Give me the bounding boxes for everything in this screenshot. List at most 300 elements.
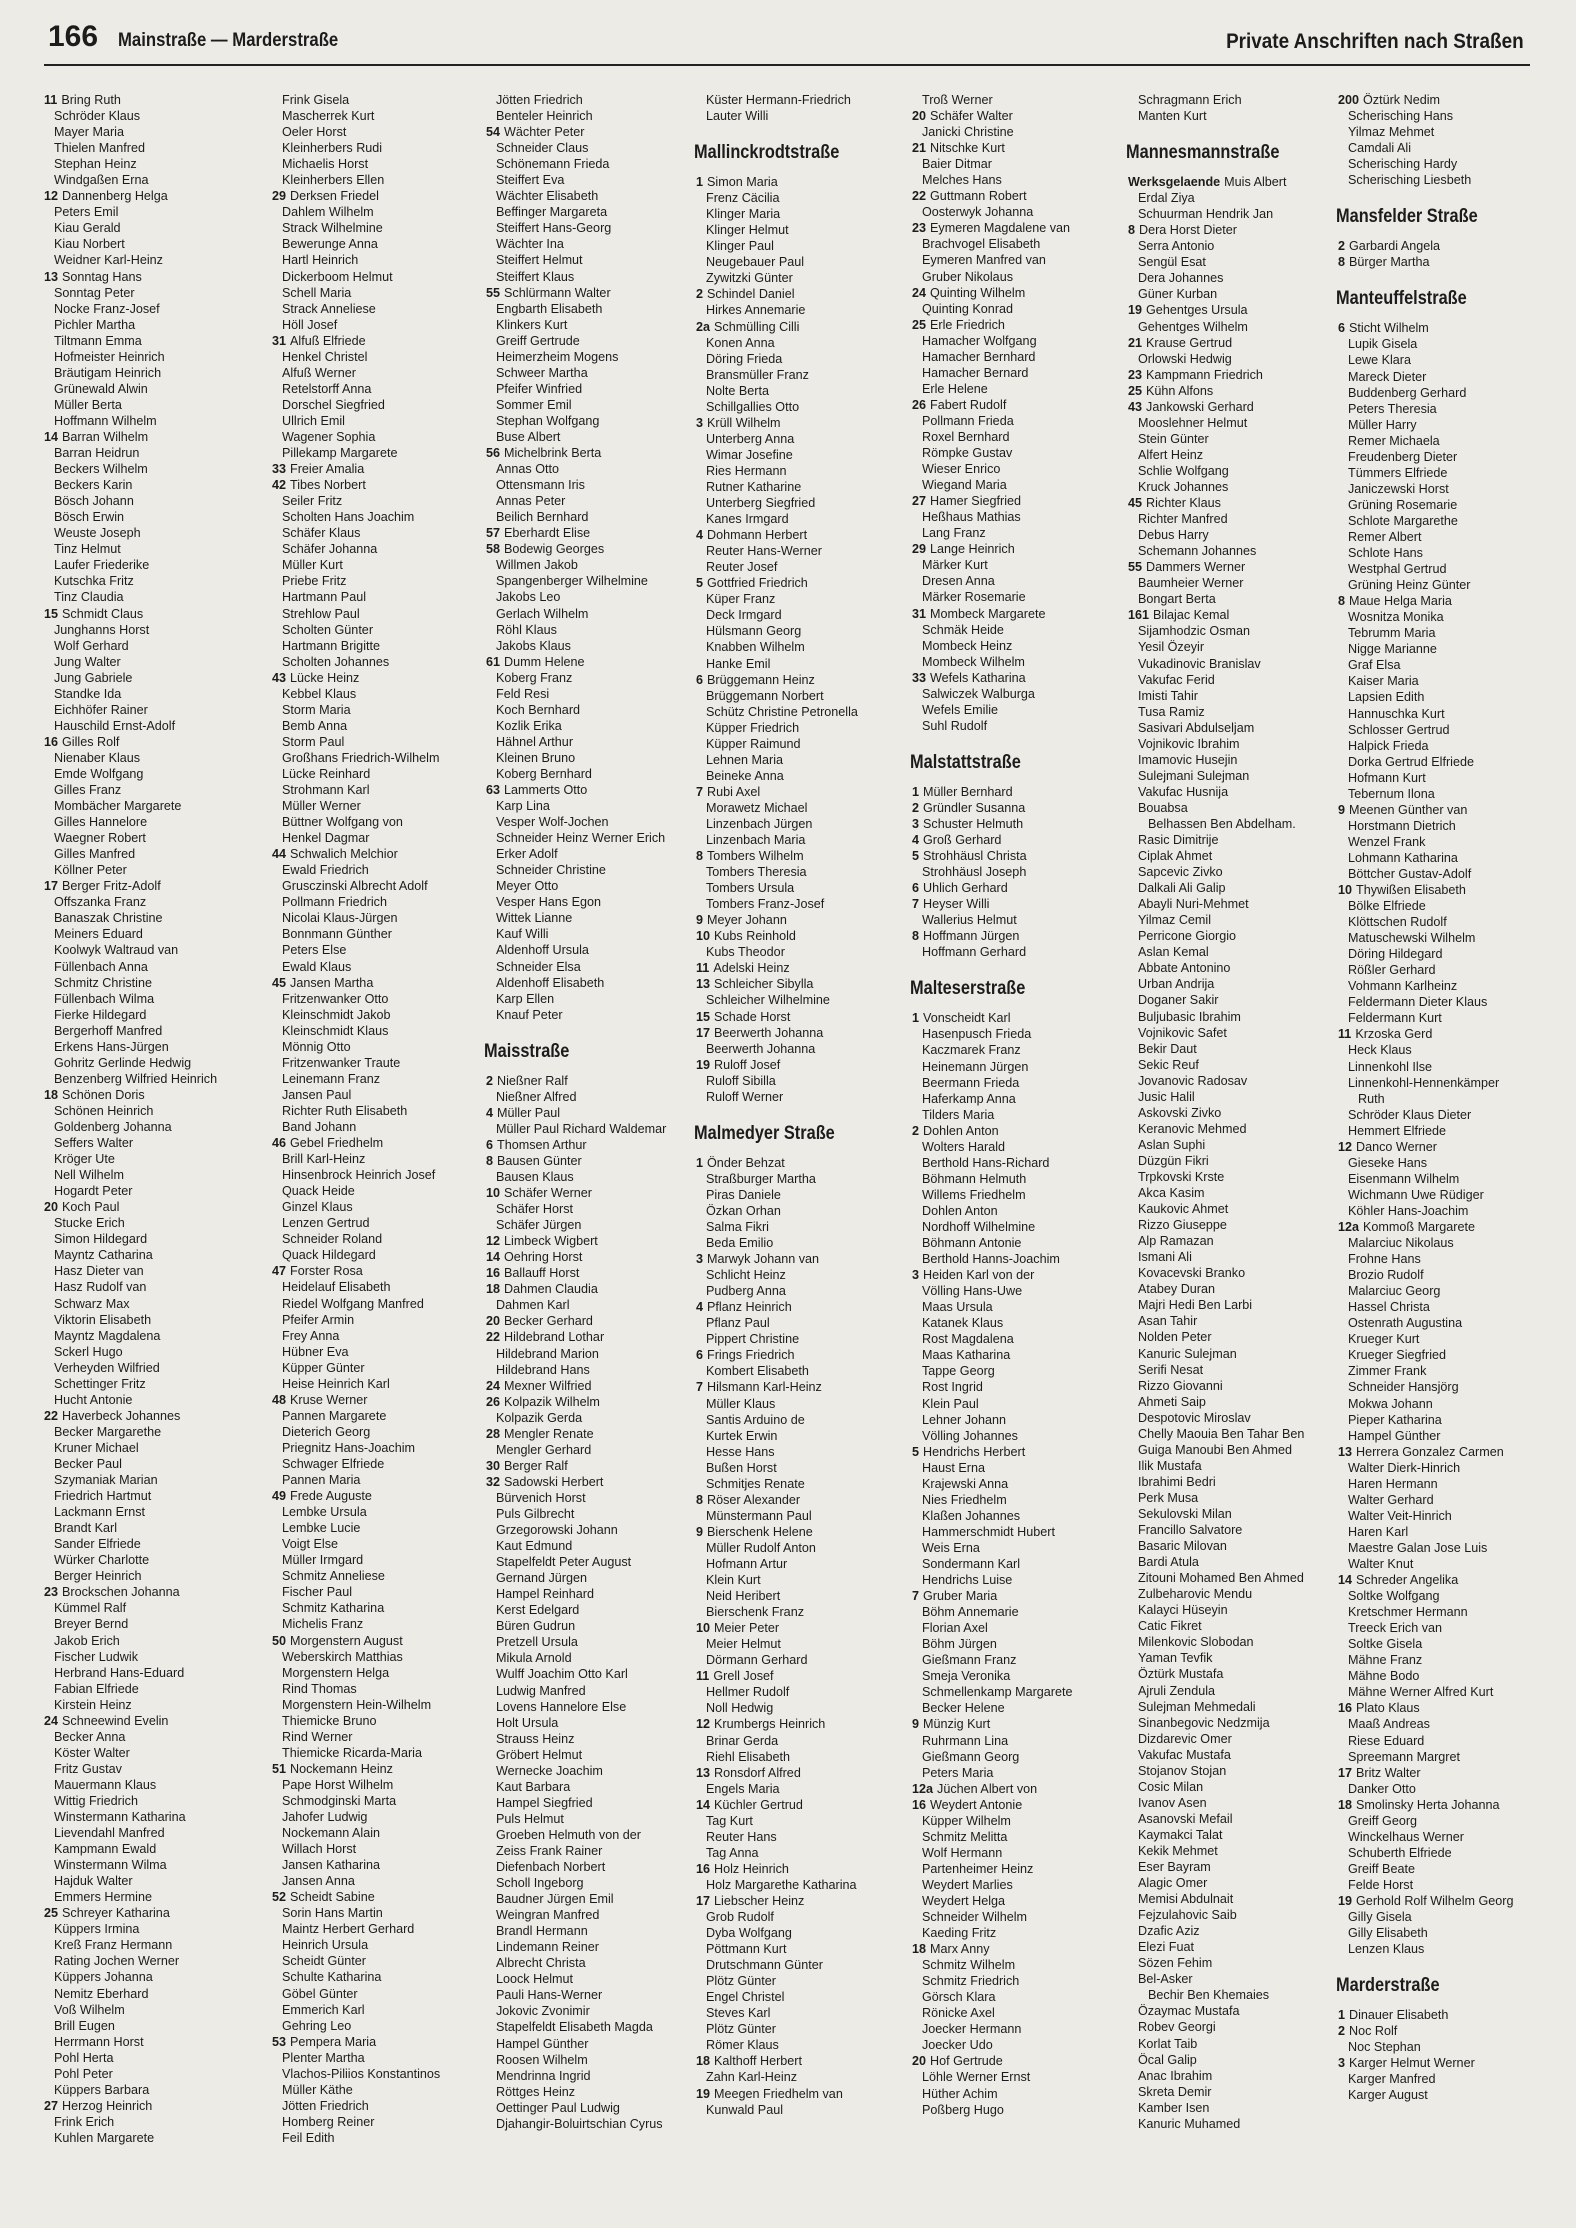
resident-entry xyxy=(486,1827,691,1843)
resident-name: Märker Rosemarie xyxy=(922,590,1026,605)
resident-entry xyxy=(272,236,477,252)
resident-entry xyxy=(696,2102,901,2118)
resident-entry xyxy=(486,2100,691,2116)
resident-entry xyxy=(1128,2036,1333,2052)
resident-entry xyxy=(1128,238,1333,254)
resident-entry xyxy=(272,1841,477,1857)
resident-name: Akca Kasim xyxy=(1138,1186,1205,1201)
resident-entry xyxy=(44,1247,249,1263)
resident-entry xyxy=(272,1633,477,1649)
resident-entry xyxy=(272,1889,477,1905)
resident-entry xyxy=(912,252,1117,268)
resident-name: Tusa Ramiz xyxy=(1138,704,1205,719)
resident-entry xyxy=(272,269,477,285)
resident-entry xyxy=(272,718,477,734)
resident-name: Küper Franz xyxy=(706,592,776,607)
resident-name: Reuter Hans xyxy=(706,1829,777,1844)
resident-entry xyxy=(912,1556,1117,1572)
resident-entry xyxy=(272,285,477,301)
resident-name: Beffinger Margareta xyxy=(496,205,608,220)
resident-entry xyxy=(1128,896,1333,912)
resident-entry xyxy=(912,1620,1117,1636)
resident-name: Knabben Wilhelm xyxy=(706,640,805,655)
resident-entry xyxy=(912,1139,1117,1155)
resident-entry xyxy=(1338,593,1543,609)
resident-name: Beermann Frieda xyxy=(922,1075,1020,1090)
resident-name: Steiffert Helmut xyxy=(496,253,583,268)
house-number: 14 xyxy=(486,1250,501,1265)
resident-name: Hasenpusch Frieda xyxy=(922,1027,1032,1042)
resident-entry xyxy=(44,1713,249,1729)
resident-name: Sadowski Herbert xyxy=(504,1474,604,1489)
resident-name: Lembke Ursula xyxy=(282,1505,367,1520)
resident-entry xyxy=(1128,1843,1333,1859)
resident-name: Salwiczek Walburga xyxy=(922,686,1035,701)
resident-name: Quinting Konrad xyxy=(922,301,1014,316)
resident-name: Dahmen Karl xyxy=(496,1298,570,1313)
resident-entry xyxy=(44,493,249,509)
resident-name: Meier Helmut xyxy=(706,1637,781,1652)
resident-entry xyxy=(1128,1281,1333,1297)
resident-entry xyxy=(1338,722,1543,738)
resident-name: Storm Paul xyxy=(282,734,345,749)
resident-entry xyxy=(272,830,477,846)
resident-entry xyxy=(1338,1187,1543,1203)
resident-entry xyxy=(696,1893,901,1909)
resident-entry xyxy=(272,525,477,541)
resident-entry xyxy=(272,2034,477,2050)
resident-entry xyxy=(1338,673,1543,689)
resident-entry xyxy=(44,654,249,670)
resident-entry xyxy=(272,975,477,991)
resident-name: Schneider Wilhelm xyxy=(922,1910,1027,1925)
resident-entry xyxy=(1338,449,1543,465)
resident-name: Plenter Martha xyxy=(282,2050,365,2065)
resident-name: Mareck Dieter xyxy=(1348,369,1427,384)
resident-entry xyxy=(912,670,1117,686)
resident-name: Grusczinski Albrecht Adolf xyxy=(282,879,428,894)
resident-name: Müller Paul xyxy=(497,1105,561,1120)
resident-name: Engbarth Elisabeth xyxy=(496,301,603,316)
resident-entry xyxy=(1128,1747,1333,1763)
resident-entry xyxy=(44,1745,249,1761)
resident-name: Rasic Dimitrije xyxy=(1138,833,1219,848)
resident-entry xyxy=(1128,1923,1333,1939)
resident-name: Haren Karl xyxy=(1348,1524,1409,1539)
resident-entry xyxy=(696,511,901,527)
directory-column-1 xyxy=(44,92,249,2146)
resident-name: Jusic Halil xyxy=(1138,1089,1195,1104)
resident-entry xyxy=(696,1957,901,1973)
house-number: 15 xyxy=(44,606,59,621)
house-number: 3 xyxy=(912,816,920,831)
resident-entry xyxy=(44,1167,249,1183)
resident-name: Lovens Hannelore Else xyxy=(496,1699,627,1714)
resident-entry xyxy=(696,1877,901,1893)
resident-name: Ciplak Ahmet xyxy=(1138,849,1213,864)
house-number: 1 xyxy=(696,175,704,190)
resident-entry xyxy=(1338,124,1543,140)
house-number: 22 xyxy=(44,1408,59,1423)
resident-name: Engels Maria xyxy=(706,1781,780,1796)
resident-entry xyxy=(272,1616,477,1632)
resident-name: Mähne Franz xyxy=(1348,1653,1423,1668)
resident-entry xyxy=(696,367,901,383)
resident-name: Lewe Klara xyxy=(1348,353,1412,368)
resident-name: Mombeck Wilhelm xyxy=(922,654,1025,669)
resident-name: Kommoß Margarete xyxy=(1363,1220,1475,1234)
resident-entry xyxy=(912,800,1117,816)
resident-name: Fritz Gustav xyxy=(54,1761,122,1776)
resident-entry xyxy=(696,1025,901,1041)
resident-name: Brill Eugen xyxy=(54,2018,115,2033)
resident-name: Kiau Norbert xyxy=(54,237,125,252)
resident-entry xyxy=(44,2130,249,2146)
resident-name: Füllenbach Anna xyxy=(54,959,148,974)
resident-entry xyxy=(272,1857,477,1873)
resident-name: Treeck Erich van xyxy=(1348,1621,1443,1636)
resident-name: Gerlach Wilhelm xyxy=(496,606,589,621)
house-number: 30 xyxy=(486,1458,501,1473)
street-heading: Mannesmannstraße xyxy=(1126,142,1280,164)
house-number: 3 xyxy=(696,1252,704,1267)
resident-entry xyxy=(44,1039,249,1055)
resident-name: Scherisching Hardy xyxy=(1348,157,1458,172)
resident-entry xyxy=(912,606,1117,622)
resident-entry xyxy=(696,2086,901,2102)
resident-name: Bierschenk Franz xyxy=(706,1605,804,1620)
resident-name: Nienaber Klaus xyxy=(54,750,141,765)
resident-name: Frenz Cäcilia xyxy=(706,191,780,206)
house-number: 25 xyxy=(1128,383,1143,398)
resident-name: Peters Maria xyxy=(922,1765,994,1780)
resident-name: Gründler Susanna xyxy=(923,800,1026,815)
resident-entry xyxy=(912,1877,1117,1893)
resident-entry xyxy=(912,816,1117,832)
resident-name: Robev Georgi xyxy=(1138,2020,1216,2035)
resident-name: Hofmann Kurt xyxy=(1348,770,1426,785)
resident-entry xyxy=(696,1203,901,1219)
house-number: 12 xyxy=(44,189,59,204)
resident-entry xyxy=(912,92,1117,108)
resident-name: Voigt Else xyxy=(282,1537,339,1552)
house-number: 5 xyxy=(696,576,704,591)
resident-name: Michelis Franz xyxy=(282,1617,364,1632)
resident-entry xyxy=(696,1009,901,1025)
resident-entry xyxy=(1128,1185,1333,1201)
resident-entry xyxy=(272,397,477,413)
resident-entry xyxy=(272,140,477,156)
resident-name: Alagic Omer xyxy=(1138,1876,1208,1891)
resident-entry xyxy=(272,1600,477,1616)
resident-name: Vojnikovic Ibrahim xyxy=(1138,736,1240,751)
resident-entry xyxy=(272,220,477,236)
resident-name: Benzenberg Wilfried Heinrich xyxy=(54,1071,218,1086)
resident-entry xyxy=(486,1522,691,1538)
resident-entry xyxy=(912,220,1117,236)
house-number: 10 xyxy=(696,1621,711,1636)
resident-entry xyxy=(912,718,1117,734)
resident-name: Kalayci Hüseyin xyxy=(1138,1603,1228,1618)
resident-name: Viktorin Elisabeth xyxy=(54,1312,152,1327)
resident-entry xyxy=(1128,2068,1333,2084)
resident-entry xyxy=(912,1668,1117,1684)
resident-entry xyxy=(44,718,249,734)
resident-name: Adelski Heinz xyxy=(713,961,790,976)
resident-entry xyxy=(1128,1699,1333,1715)
resident-name: Richter Manfred xyxy=(1138,512,1228,527)
resident-entry xyxy=(1338,1877,1543,1893)
resident-name: Grell Josef xyxy=(713,1669,774,1684)
resident-name: Wittek Lianne xyxy=(496,911,573,926)
resident-name: Pfeifer Armin xyxy=(282,1312,355,1327)
resident-entry xyxy=(1338,1315,1543,1331)
resident-name: Baudner Jürgen Emil xyxy=(496,1892,614,1907)
resident-entry xyxy=(1338,1091,1543,1107)
resident-entry xyxy=(1338,930,1543,946)
resident-name: Schäfer Horst xyxy=(496,1202,573,1217)
resident-name: Klein Paul xyxy=(922,1396,979,1411)
resident-entry xyxy=(272,766,477,782)
resident-name: Mayer Maria xyxy=(54,125,124,140)
resident-name: Yesil Özeyir xyxy=(1138,640,1205,655)
house-number: 17 xyxy=(696,1025,711,1040)
resident-entry xyxy=(272,1247,477,1263)
resident-name: Pillekamp Margarete xyxy=(282,446,398,461)
resident-name: Dickerboom Helmut xyxy=(282,269,393,284)
resident-entry xyxy=(696,1073,901,1089)
resident-name: Schmäk Heide xyxy=(922,622,1004,637)
house-number: 12 xyxy=(696,1717,711,1732)
resident-entry xyxy=(1338,1059,1543,1075)
resident-entry xyxy=(696,864,901,880)
resident-entry xyxy=(1128,880,1333,896)
resident-name: Perricone Giorgio xyxy=(1138,929,1236,944)
resident-name: Wichmann Uwe Rüdiger xyxy=(1348,1187,1484,1202)
resident-name: Schlote Hans xyxy=(1348,546,1423,561)
resident-entry xyxy=(912,1604,1117,1620)
resident-entry xyxy=(486,1650,691,1666)
resident-entry xyxy=(1338,834,1543,850)
resident-entry xyxy=(272,2082,477,2098)
resident-name: Würker Charlotte xyxy=(54,1553,150,1568)
resident-name: Bonnmann Günther xyxy=(282,927,392,942)
resident-entry xyxy=(44,862,249,878)
resident-name: Müller Kurt xyxy=(282,558,343,573)
resident-entry xyxy=(696,222,901,238)
resident-entry xyxy=(696,92,901,108)
resident-entry xyxy=(912,1909,1117,1925)
resident-entry xyxy=(1128,672,1333,688)
resident-entry xyxy=(696,800,901,816)
resident-entry xyxy=(1338,770,1543,786)
resident-name: Memisi Abdulnait xyxy=(1138,1892,1234,1907)
resident-entry xyxy=(486,1586,691,1602)
resident-entry xyxy=(272,461,477,477)
resident-name: Gerhold Rolf Wilhelm Georg xyxy=(1356,1893,1514,1908)
resident-entry xyxy=(696,1652,901,1668)
resident-name: Bransmüller Franz xyxy=(706,367,809,382)
resident-name: Barran Heidrun xyxy=(54,446,140,461)
resident-entry xyxy=(1128,222,1333,238)
resident-entry xyxy=(912,1107,1117,1123)
resident-name: Alfuß Elfriede xyxy=(290,333,366,348)
resident-entry xyxy=(44,2050,249,2066)
resident-entry xyxy=(912,1171,1117,1187)
resident-name: Ostenrath Augustina xyxy=(1348,1316,1463,1331)
resident-entry xyxy=(1338,1620,1543,1636)
resident-entry xyxy=(912,686,1117,702)
resident-entry xyxy=(486,509,691,525)
resident-entry xyxy=(912,1893,1117,1909)
resident-name: Bösch Johann xyxy=(54,494,134,509)
house-number: 29 xyxy=(912,542,927,557)
house-number: 2a xyxy=(696,319,711,334)
resident-name: Schleicher Sibylla xyxy=(714,977,814,992)
resident-entry xyxy=(44,541,249,557)
resident-entry xyxy=(912,1845,1117,1861)
resident-name: Hirkes Annemarie xyxy=(706,303,806,318)
resident-name: Aldenhoff Ursula xyxy=(496,943,589,958)
house-number: 2 xyxy=(912,1123,920,1138)
resident-entry xyxy=(272,1681,477,1697)
resident-entry xyxy=(44,92,249,108)
house-number: 17 xyxy=(696,1893,711,1908)
resident-entry xyxy=(272,1905,477,1921)
resident-name: Serifi Nesat xyxy=(1138,1362,1204,1377)
resident-entry xyxy=(44,1007,249,1023)
resident-name: Schneider Hansjörg xyxy=(1348,1380,1459,1395)
resident-entry xyxy=(1128,607,1333,623)
resident-name: Grzegorowski Johann xyxy=(496,1523,618,1538)
resident-name: Matuschewski Wilhelm xyxy=(1348,931,1476,946)
resident-name: Basaric Milovan xyxy=(1138,1539,1227,1554)
resident-name: Koberg Bernhard xyxy=(496,766,592,781)
resident-entry xyxy=(1338,898,1543,914)
resident-name: Michaelis Horst xyxy=(282,157,369,172)
resident-entry xyxy=(1128,1683,1333,1699)
resident-name: Brandt Karl xyxy=(54,1521,117,1536)
house-number: 45 xyxy=(272,975,287,990)
resident-entry xyxy=(1338,1026,1543,1042)
resident-name: Dorka Gertrud Elfriede xyxy=(1348,754,1474,769)
resident-name: Loock Helmut xyxy=(496,1972,573,1987)
resident-entry xyxy=(486,1233,691,1249)
resident-entry xyxy=(1128,768,1333,784)
resident-name: Kurtek Erwin xyxy=(706,1428,778,1443)
resident-entry xyxy=(1128,1586,1333,1602)
resident-name: Morgenstern Hein-Wilhelm xyxy=(282,1697,432,1712)
resident-name: Gilles Rolf xyxy=(62,734,120,749)
resident-entry xyxy=(912,1989,1117,2005)
resident-name: Hammerschmidt Hubert xyxy=(922,1524,1055,1539)
resident-name: Görsch Klara xyxy=(922,1990,996,2005)
resident-name: Koberg Franz xyxy=(496,670,573,685)
resident-name: Kanuric Muhamed xyxy=(1138,2116,1241,2131)
resident-name: Oeler Horst xyxy=(282,125,347,140)
resident-entry xyxy=(696,2021,901,2037)
resident-name: Krzoska Gerd xyxy=(1355,1027,1433,1042)
resident-name: Eichhöfer Rainer xyxy=(54,702,148,717)
resident-name: Nocke Franz-Josef xyxy=(54,301,160,316)
resident-entry xyxy=(44,1183,249,1199)
resident-name: Büren Gudrun xyxy=(496,1619,576,1634)
resident-entry xyxy=(44,1199,249,1215)
resident-name: Böhmann Antonie xyxy=(922,1236,1022,1251)
resident-name: Jakobs Leo xyxy=(496,590,561,605)
resident-name: Manten Kurt xyxy=(1138,109,1207,124)
resident-entry xyxy=(44,1825,249,1841)
resident-entry xyxy=(44,782,249,798)
resident-name: Schuster Helmuth xyxy=(923,816,1024,831)
resident-name: Dera Johannes xyxy=(1138,271,1224,286)
resident-name: Röser Alexander xyxy=(707,1492,801,1507)
resident-entry xyxy=(486,2052,691,2068)
resident-name: Eymeren Magdalene van xyxy=(930,221,1071,236)
resident-entry xyxy=(486,140,691,156)
resident-entry xyxy=(696,1684,901,1700)
resident-name: Mähne Werner Alfred Kurt xyxy=(1348,1685,1494,1700)
resident-entry xyxy=(696,1973,901,1989)
house-number: 20 xyxy=(912,109,927,124)
resident-entry xyxy=(486,2036,691,2052)
resident-entry xyxy=(1338,1829,1543,1845)
resident-entry xyxy=(486,670,691,686)
resident-name: Lenzen Klaus xyxy=(1348,1942,1425,1957)
resident-name: Winstermann Katharina xyxy=(54,1810,186,1825)
resident-name: Rost Magdalena xyxy=(922,1332,1014,1347)
resident-name: Verheyden Wilfried xyxy=(54,1360,160,1375)
resident-name: Kampmann Ewald xyxy=(54,1842,157,1857)
resident-entry xyxy=(912,1444,1117,1460)
resident-entry xyxy=(44,1328,249,1344)
resident-entry xyxy=(1128,1458,1333,1474)
resident-entry xyxy=(44,285,249,301)
house-number: 6 xyxy=(696,672,704,687)
resident-name: Ewald Friedrich xyxy=(282,863,369,878)
resident-name: Strohhäusl Joseph xyxy=(922,865,1027,880)
resident-name: Danco Werner xyxy=(1356,1139,1437,1154)
resident-entry xyxy=(912,124,1117,140)
resident-entry xyxy=(272,1937,477,1953)
street-heading: Malteserstraße xyxy=(910,978,1026,1000)
resident-entry xyxy=(1128,1073,1333,1089)
resident-name: Baumheier Werner xyxy=(1138,576,1244,591)
resident-name: Danker Otto xyxy=(1348,1781,1416,1796)
resident-name: Hamacher Bernard xyxy=(922,365,1029,380)
resident-name: Gießmann Georg xyxy=(922,1749,1020,1764)
resident-name: Schäfer Walter xyxy=(930,109,1013,124)
resident-name: Hofmann Artur xyxy=(706,1556,788,1571)
resident-name: Nolden Peter xyxy=(1138,1330,1212,1345)
resident-entry xyxy=(1128,495,1333,511)
resident-name: Schneider Elsa xyxy=(496,959,581,974)
resident-name: Tebernum Ilona xyxy=(1348,786,1435,801)
resident-name: Dera Horst Dieter xyxy=(1139,223,1237,238)
resident-entry xyxy=(696,912,901,928)
resident-name: Plötz Günter xyxy=(706,1974,776,1989)
resident-name: Becker Helene xyxy=(922,1701,1005,1716)
resident-name: Öztürk Nedim xyxy=(1363,93,1440,107)
resident-entry xyxy=(1338,1203,1543,1219)
resident-name: Pollmann Frieda xyxy=(922,413,1014,428)
resident-entry xyxy=(912,1187,1117,1203)
resident-entry xyxy=(912,445,1117,461)
house-number: 23 xyxy=(1128,367,1143,382)
resident-entry xyxy=(44,1761,249,1777)
house-number: 18 xyxy=(44,1087,59,1102)
resident-entry xyxy=(486,862,691,878)
